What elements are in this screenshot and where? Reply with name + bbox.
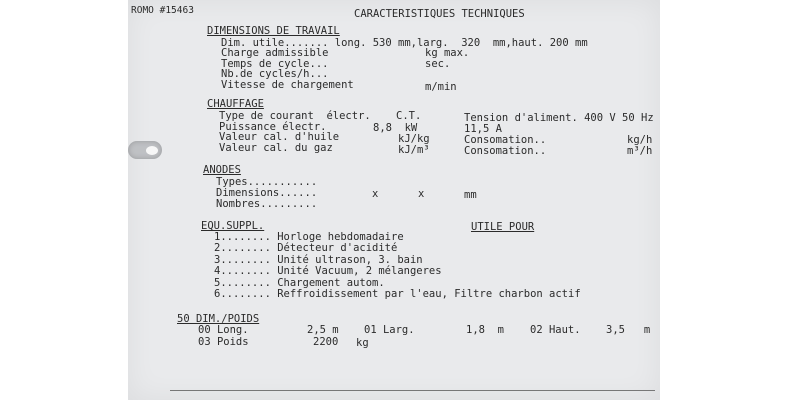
oil-calorific-label: Valeur cal. d'huile xyxy=(219,131,340,143)
gas-calorific-label: Valeur cal. du gaz xyxy=(219,142,333,154)
section-heading-equ-suppl: EQU.SUPPL. xyxy=(201,220,265,232)
anodes-dimensions: Dimensions...... xyxy=(216,187,318,199)
electric-power-value: 8,8 kW xyxy=(373,122,418,134)
width-label: 01 Larg. xyxy=(364,324,415,336)
section-heading-dimensions: DIMENSIONS DE TRAVAIL xyxy=(207,25,340,37)
weight-value: 2200 xyxy=(313,336,339,348)
section-heading-anodes: ANODES xyxy=(203,164,241,176)
charge-label: Charge admissible xyxy=(221,47,329,59)
supply-voltage: Tension d'aliment. 400 V 50 Hz xyxy=(464,112,654,124)
loading-speed-unit: m/min xyxy=(425,81,457,93)
bottom-rule xyxy=(170,390,655,391)
charge-unit: kg max. xyxy=(425,47,470,59)
weight-label: 03 Poids xyxy=(198,336,249,348)
cycles-per-hour-label: Nb.de cycles/h... xyxy=(221,68,329,80)
gas-consumption-unit: m³/h xyxy=(627,145,653,157)
oil-consumption-label: Consomation.. xyxy=(464,134,547,146)
current-value: 11,5 A xyxy=(464,123,502,135)
equipment-item: 3........ Unité ultrason, 3. bain xyxy=(214,254,423,266)
section-heading-dim-poids: 50 DIM./POIDS xyxy=(177,313,260,325)
anodes-types: Types........... xyxy=(216,176,318,188)
length-value: 2,5 m xyxy=(307,324,339,336)
equipment-item: 5........ Chargement autom. xyxy=(214,277,385,289)
electric-power-label: Puissance électr. xyxy=(219,121,327,133)
loading-speed-label: Vitesse de chargement xyxy=(221,79,354,91)
gas-calorific-unit: kJ/m³ xyxy=(398,144,430,156)
length-label: 00 Long. xyxy=(198,324,249,336)
height-value: 3,5 m xyxy=(606,324,651,336)
equipment-item: 6........ Reffroidissement par l'eau, Filtre charbon actif xyxy=(214,288,581,300)
page-title: CARACTERISTIQUES TECHNIQUES xyxy=(354,8,525,20)
cycle-time-unit: sec. xyxy=(425,58,451,70)
weight-unit: kg xyxy=(356,337,369,349)
anodes-x2: x xyxy=(418,188,425,200)
equipment-item: 4........ Unité Vacuum, 2 mélangeres xyxy=(214,265,442,277)
document-tag: ROMO #15463 xyxy=(131,5,194,16)
binder-hole xyxy=(128,141,162,159)
anodes-mm: mm xyxy=(464,189,477,201)
anodes-nombres: Nombres......... xyxy=(216,198,318,210)
dim-utile-line: Dim. utile....... long. 530 mm,larg. 320 mm,haut. 200 mm xyxy=(221,37,588,49)
section-heading-chauffage: CHAUFFAGE xyxy=(207,98,264,110)
equipment-item: 2........ Détecteur d'acidité xyxy=(214,242,398,254)
oil-calorific-unit: kJ/kg xyxy=(398,133,430,145)
utile-pour-heading: UTILE POUR xyxy=(471,221,535,233)
current-type: Type de courant électr. C.T. xyxy=(219,110,422,122)
oil-consumption-unit: kg/h xyxy=(627,134,653,146)
width-value: 1,8 m xyxy=(466,324,504,336)
anodes-x1: x xyxy=(372,188,379,200)
height-label: 02 Haut. xyxy=(530,324,581,336)
gas-consumption-label: Consomation.. xyxy=(464,145,547,157)
equipment-item: 1........ Horloge hebdomadaire xyxy=(214,231,404,243)
cycle-time-label: Temps de cycle... xyxy=(221,58,329,70)
